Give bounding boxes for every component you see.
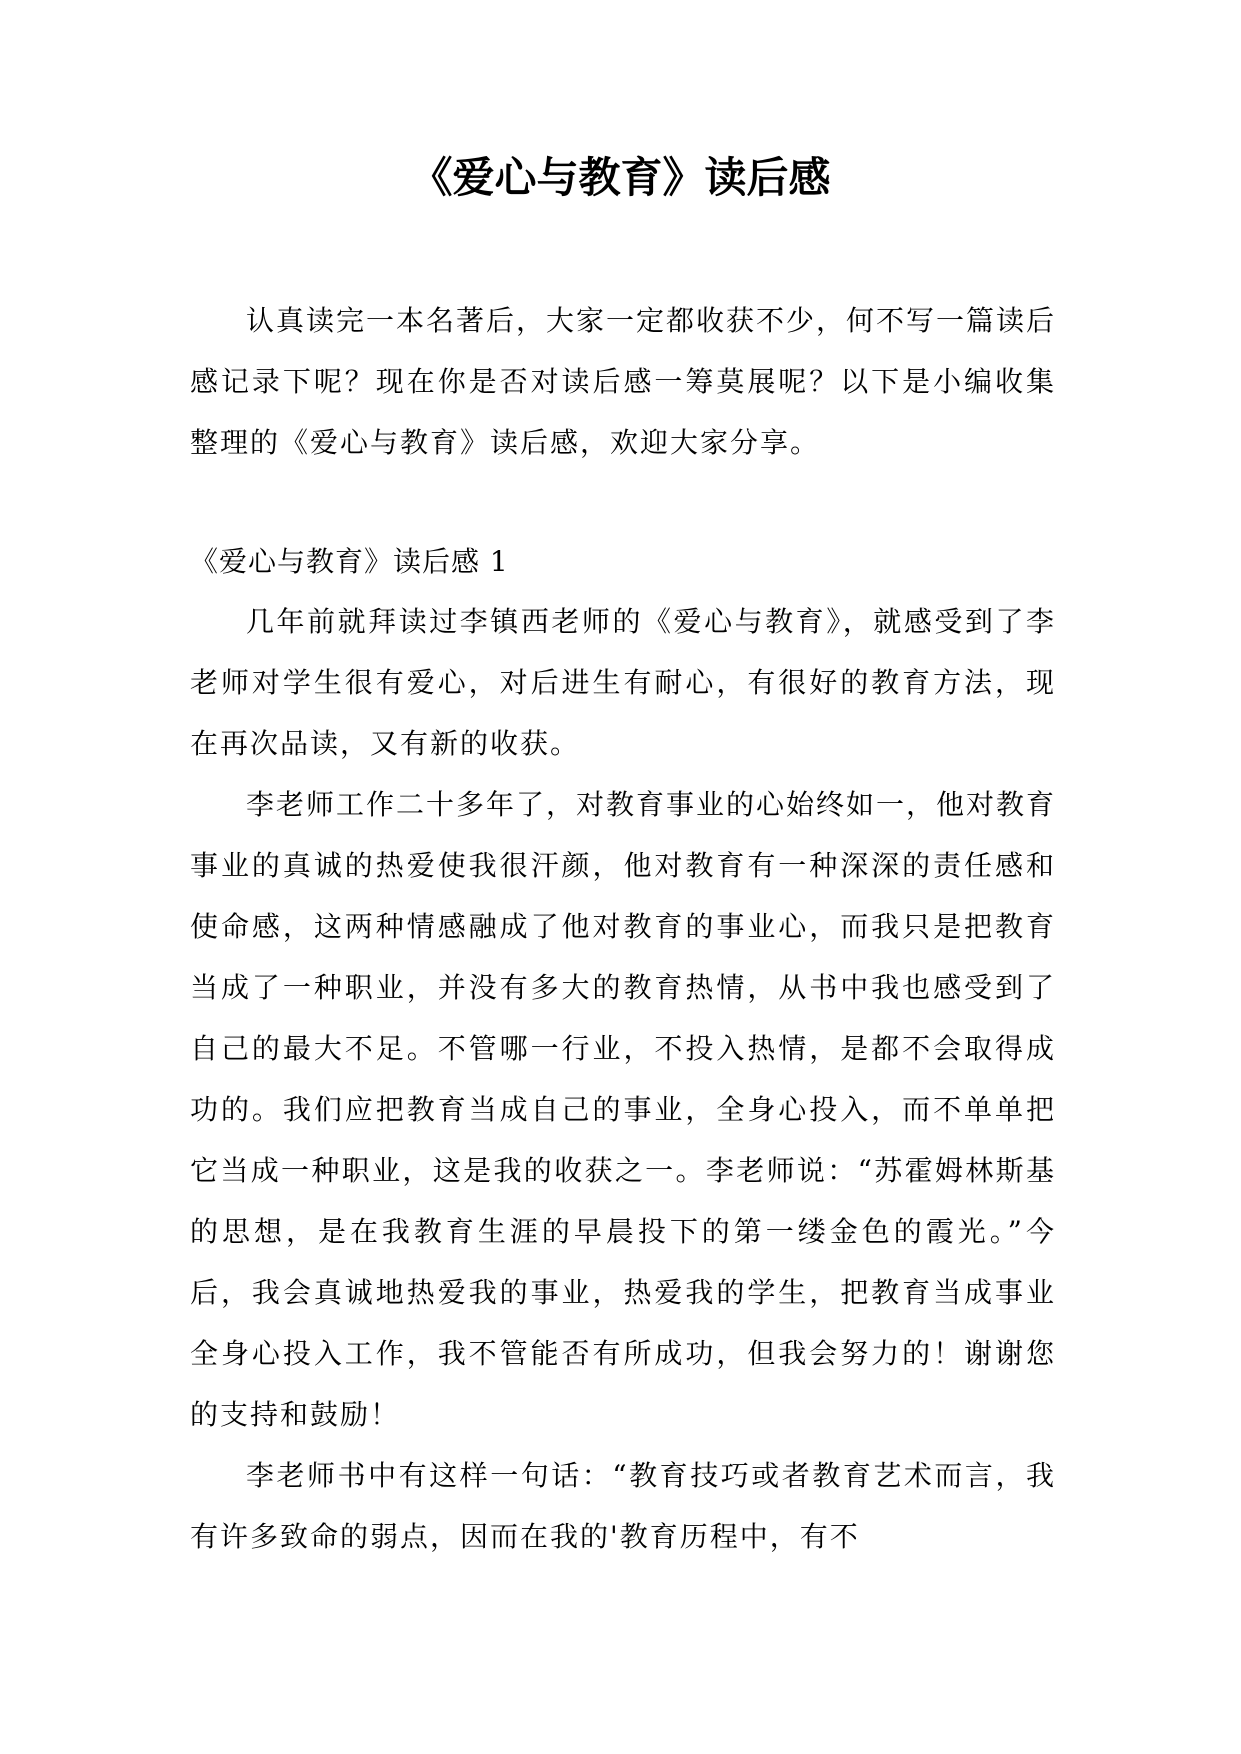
section-heading: 《爱心与教育》读后感 1 — [190, 545, 509, 578]
document-title: 《爱心与教育》读后感 — [410, 153, 831, 202]
body-paragraph: 李老师书中有这样一句话：“教育技巧或者教育艺术而言，我有许多致命的弱点，因而在我的'教育历程中，有不 — [190, 1459, 1056, 1553]
body-paragraph: 几年前就拜读过李镇西老师的《爱心与教育》，就感受到了李老师对学生很有爱心，对后进生有耐心，有很好的教育方法，现在再次品读，又有新的收获。 — [190, 605, 1056, 760]
body-paragraph: 李老师工作二十多年了，对教育事业的心始终如一，他对教育事业的真诚的热爱使我很汗颜，他对教育有一种深深的责任感和使命感，这两种情感融成了他对教育的事业心，而我只是把教育当成了一种职业，并没有多大的教育热情，从书中我也感受到了自己的最大不足。不管哪一行业，不投入热情，是都不会取得成功的。我们应把教育当成自己的事业，全身心投入，而不单单把它当成一种职业，这是我的收获之一。李老师说：“苏霍姆林斯基的思想，是在我教育生涯的早晨投下的第一缕金色的霞光。”今后，我会真诚地热爱我的事业，热爱我的学生，把教育当成事业全身心投入工作，我不管能否有所成功，但我会努力的！谢谢您的支持和鼓励！ — [190, 788, 1057, 1431]
document-body — [190, 290, 1056, 1567]
intro-paragraph: 认真读完一本名著后，大家一定都收获不少，何不写一篇读后感记录下呢？现在你是否对读后感一筹莫展呢？以下是小编收集整理的《爱心与教育》读后感，欢迎大家分享。 — [190, 304, 1057, 459]
